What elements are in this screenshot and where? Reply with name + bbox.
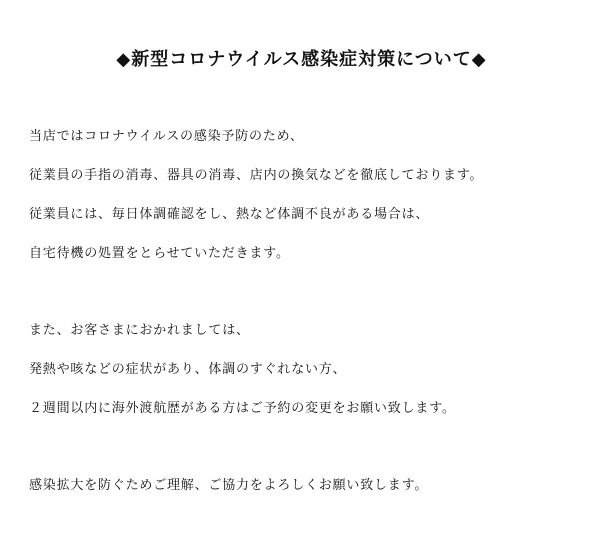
notice-line: また、お客さまにおかれましては、 [29,323,250,338]
notice-line: ２週間以内に海外渡航歴がある方はご予約の変更をお願い致します。 [29,401,456,416]
notice-line: 発熱や咳などの症状があり、体調のすぐれない方、 [29,362,347,377]
notice-title: ◆新型コロナウイルス感染症対策について◆ [116,49,487,70]
notice-line: 当店ではコロナウイルスの感染予防のため、 [29,129,304,144]
notice-closing-line: 感染拡大を防ぐためご理解、ご協力をよろしくお願い致します。 [29,478,429,493]
notice-line: 自宅待機の処置をとらせていただきます。 [29,246,290,261]
notice-line: 従業員の手指の消毒、器具の消毒、店内の換気などを徹底しております。 [29,168,484,183]
notice-line: 従業員には、毎日体調確認をし、熱など体調不良がある場合は、 [29,207,430,222]
